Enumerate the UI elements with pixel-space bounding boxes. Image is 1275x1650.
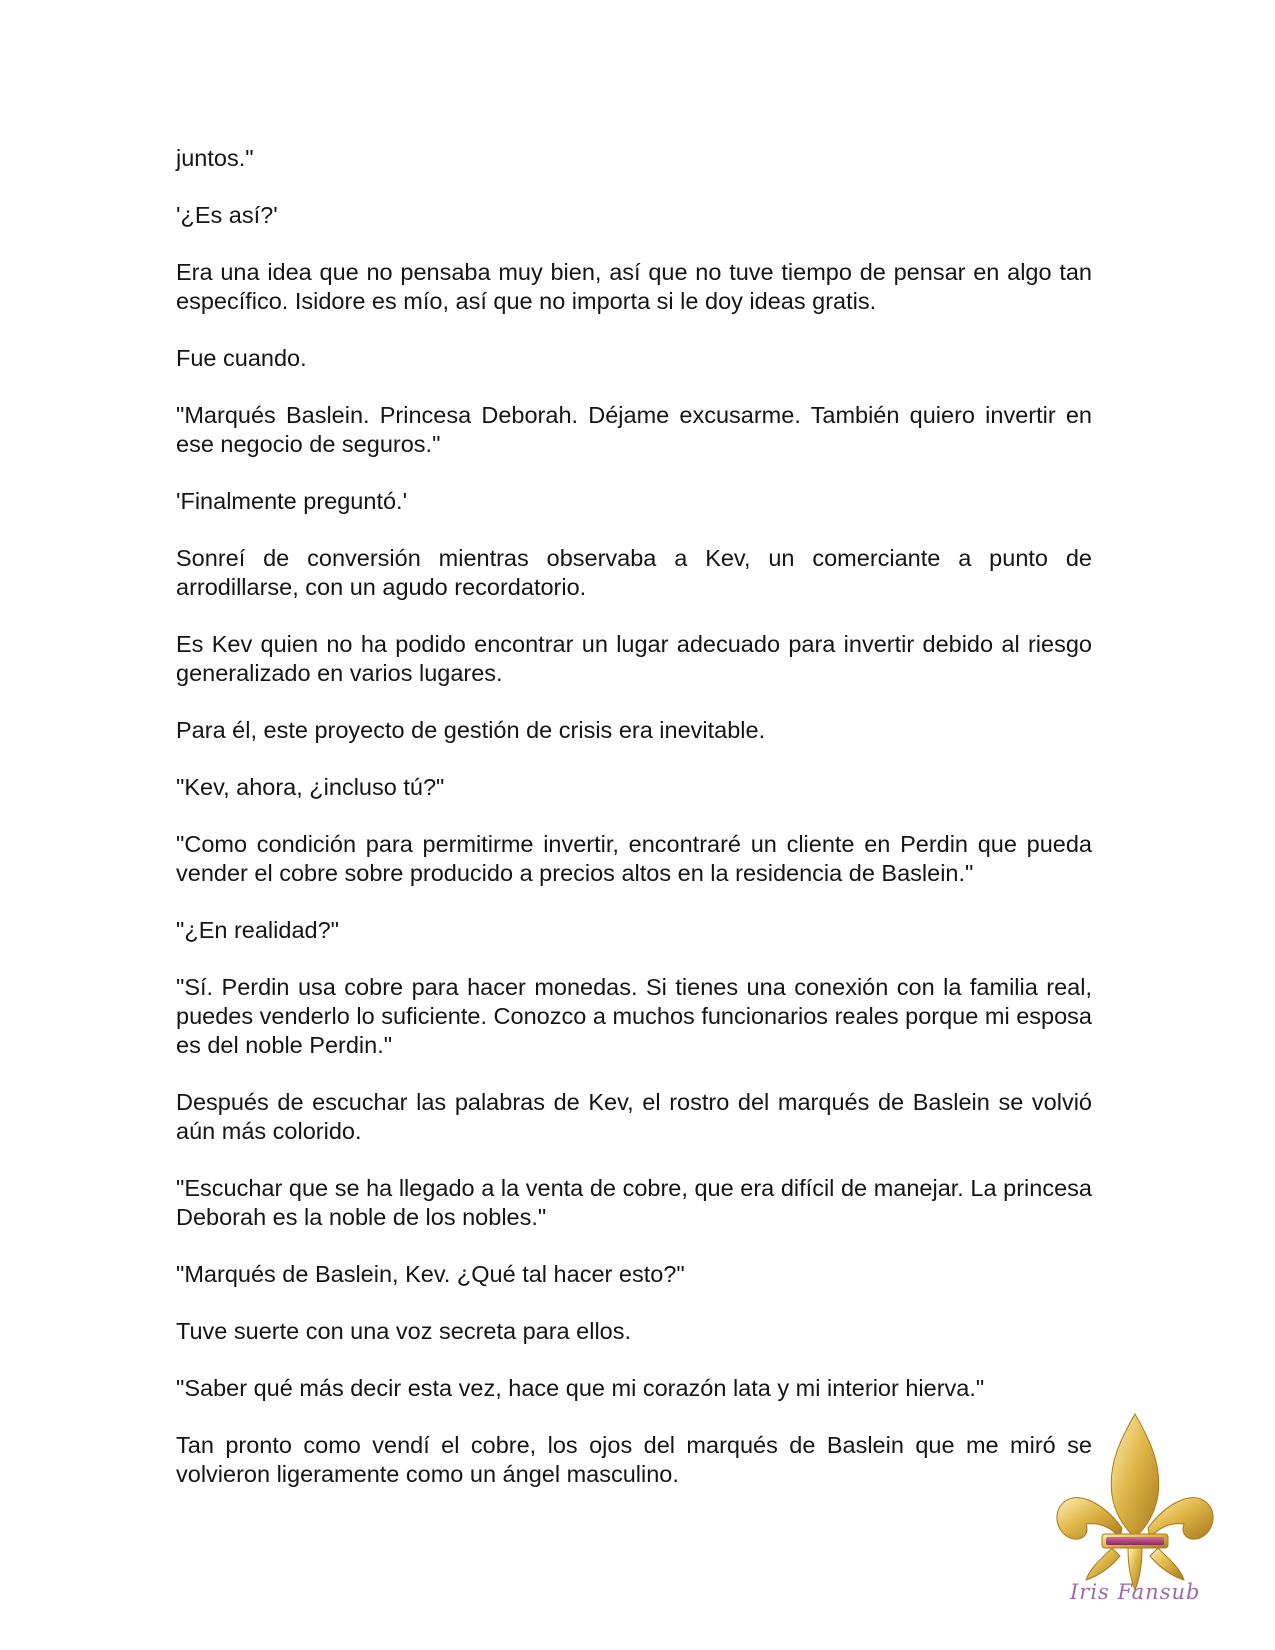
paragraph: Sonreí de conversión mientras observaba a Kev, un comerciante a punto de arrodillarse, con un agudo recordatorio. xyxy=(176,545,1092,600)
paragraph: Para él, este proyecto de gestión de crisis era inevitable. xyxy=(176,717,766,743)
watermark-label: Iris Fansub xyxy=(1070,1580,1201,1604)
paragraph: Fue cuando. xyxy=(176,345,307,371)
paragraph: Tan pronto como vendí el cobre, los ojos del marqués de Baslein que me miró se volvieron ligeramente como un ángel masculino. xyxy=(176,1432,1092,1487)
paragraph: "Sí. Perdin usa cobre para hacer monedas. Si tienes una conexión con la familia real, puedes venderlo lo suficiente. Conozco a muchos funcionarios reales porque mi esposa es del noble Perdin." xyxy=(176,974,1092,1058)
paragraph: "Saber qué más decir esta vez, hace que mi corazón lata y mi interior hierva." xyxy=(176,1375,985,1401)
paragraph: "Escuchar que se ha llegado a la venta de cobre, que era difícil de manejar. La princesa Deborah es la noble de los nobles." xyxy=(176,1175,1092,1230)
paragraph: Después de escuchar las palabras de Kev, el rostro del marqués de Baslein se volvió aún más colorido. xyxy=(176,1089,1092,1144)
document-body xyxy=(176,144,1092,1517)
paragraph: "Marqués Baslein. Princesa Deborah. Déjame excusarme. También quiero invertir en ese negocio de seguros." xyxy=(176,402,1092,457)
paragraph: "¿En realidad?" xyxy=(176,917,339,943)
paragraph: Tuve suerte con una voz secreta para ellos. xyxy=(176,1318,632,1344)
paragraph: Es Kev quien no ha podido encontrar un lugar adecuado para invertir debido al riesgo generalizado en varios lugares. xyxy=(176,631,1092,686)
paragraph: 'Finalmente preguntó.' xyxy=(176,488,408,514)
paragraph: Era una idea que no pensaba muy bien, así que no tuve tiempo de pensar en algo tan específico. Isidore es mío, así que no importa si le doy ideas gratis. xyxy=(176,259,1092,314)
paragraph: '¿Es así?' xyxy=(176,202,278,228)
paragraph: "Como condición para permitirme invertir, encontraré un cliente en Perdin que pueda vender el cobre sobre producido a precios altos en la residencia de Baslein." xyxy=(176,831,1092,886)
paragraph: "Marqués de Baslein, Kev. ¿Qué tal hacer esto?" xyxy=(176,1261,685,1287)
paragraph: "Kev, ahora, ¿incluso tú?" xyxy=(176,774,445,800)
paragraph: juntos." xyxy=(176,145,254,171)
